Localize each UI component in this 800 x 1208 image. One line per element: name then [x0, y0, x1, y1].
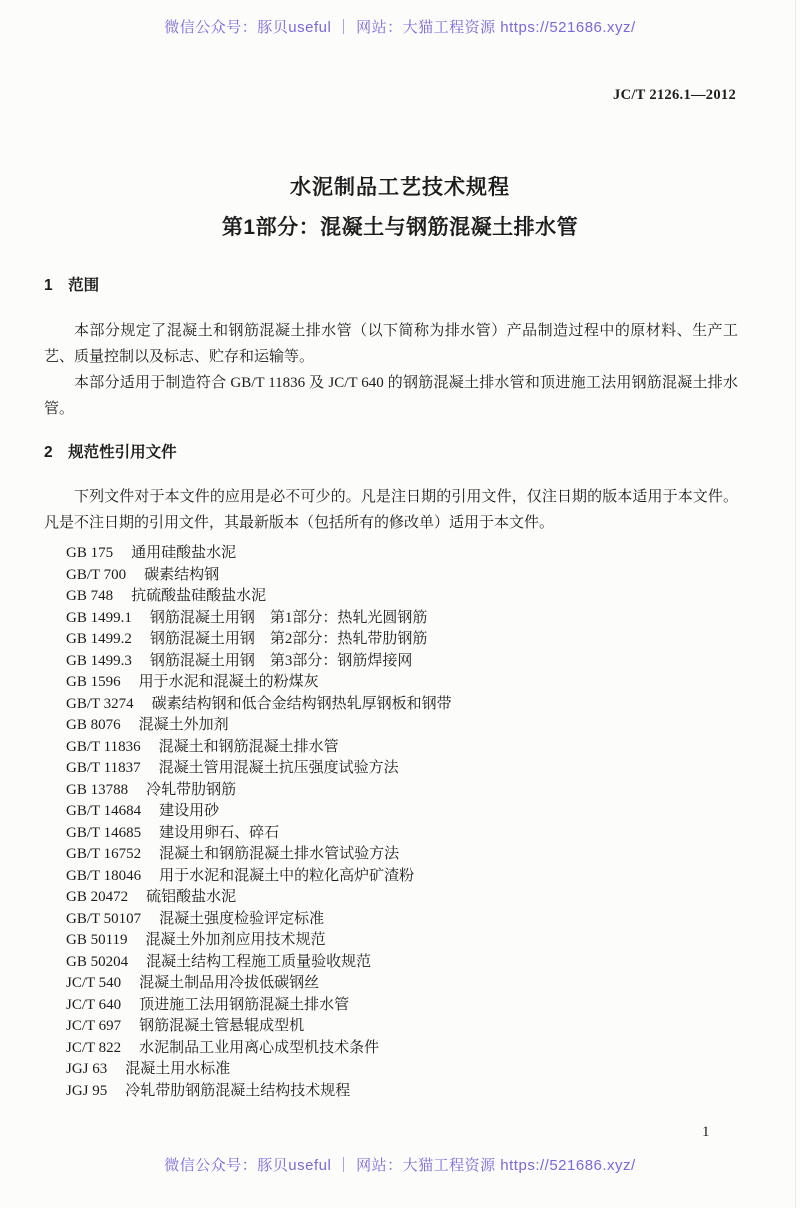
title-line1: 水泥制品工艺技术规程: [290, 176, 510, 199]
reference-item: [44, 973, 738, 995]
reference-code: JC/T 540: [66, 975, 122, 991]
reference-code: JC/T 822: [66, 1039, 122, 1056]
reference-code: GB 1596: [66, 674, 121, 690]
reference-code: JC/T 640: [66, 996, 122, 1013]
watermark-bottom: 微信公众号：豚贝useful ｜ 网站：大猫工程资源 https://521686.xyz/: [164, 1157, 636, 1174]
reference-title: 用于水泥和混凝土的粉煤灰: [138, 674, 319, 690]
reference-item: [44, 565, 738, 587]
references-intro-paragraph: 下列文件对于本文件的应用是必不可少的。凡是注日期的引用文件，仅注日期的版本适用于本文件。凡是不注日期的引用文件，其最新版本（包括所有的修改单）适用于本文件。: [44, 489, 738, 531]
reference-title: 钢筋混凝土用钢 第2部分：热轧带肋钢筋: [149, 631, 428, 647]
scope-paragraph-2: 本部分适用于制造符合 GB/T 11836 及 JC/T 640 的钢筋混凝土排水管和顶进施工法用钢筋混凝土排水管。: [44, 375, 738, 417]
reference-item: [44, 737, 738, 759]
section-1-heading: 1 范围: [44, 277, 100, 294]
section-2-heading: 2 规范性引用文件: [44, 444, 177, 461]
reference-title: 混凝土外加剂应用技术规范: [145, 932, 326, 948]
reference-code: GB/T 14684: [66, 803, 142, 819]
reference-code: GB/T 14685: [66, 824, 142, 841]
reference-title: 通用硅酸盐水泥: [131, 545, 237, 561]
scope-paragraph-1: 本部分规定了混凝土和钢筋混凝土排水管（以下简称为排水管）产品制造过程中的原材料、生产工艺、质量控制以及标志、贮存和运输等。: [44, 323, 738, 365]
reference-title: 硫铝酸盐水泥: [146, 889, 237, 905]
reference-item: [44, 1081, 738, 1103]
reference-title: 碳素结构钢和低合金结构钢热轧厚钢板和钢带: [151, 695, 452, 712]
reference-code: GB 1499.1: [66, 609, 132, 626]
reference-code: GB 1499.3: [66, 652, 132, 669]
reference-item: [44, 1059, 738, 1081]
reference-title: 混凝土和钢筋混凝土排水管试验方法: [159, 846, 400, 862]
reference-item: [44, 801, 738, 823]
reference-title: 建设用卵石、碎石: [159, 824, 280, 841]
reference-item: [44, 930, 738, 952]
standard-number: JC/T 2126.1—2012: [613, 87, 736, 103]
reference-code: JC/T 697: [66, 1018, 122, 1034]
document-body: [44, 276, 738, 1102]
reference-code: GB/T 3274: [66, 695, 134, 712]
reference-code: GB/T 11837: [66, 760, 141, 776]
reference-item: [44, 823, 738, 845]
reference-title: 钢筋混凝土用钢 第1部分：热轧光圆钢筋: [149, 609, 428, 626]
reference-code: GB 13788: [66, 781, 129, 798]
title-line2: 第1部分：混凝土与钢筋混凝土排水管: [221, 216, 579, 239]
reference-code: GB/T 700: [66, 566, 127, 583]
reference-title: 混凝土制品用冷拔低碳钢丝: [139, 975, 320, 991]
reference-title: 碳素结构钢: [144, 566, 220, 583]
reference-code: GB 50204: [66, 953, 129, 970]
reference-code: JGJ 95: [66, 1082, 108, 1099]
reference-item: [44, 608, 738, 630]
reference-code: GB/T 16752: [66, 846, 142, 862]
reference-title: 混凝土结构工程施工质量验收规范: [146, 953, 372, 970]
reference-code: JGJ 63: [66, 1061, 108, 1077]
page-number: 1: [702, 1124, 710, 1140]
reference-code: GB/T 18046: [66, 867, 142, 884]
reference-item: [44, 1016, 738, 1038]
reference-item: [44, 651, 738, 673]
reference-item: [44, 866, 738, 888]
reference-item: [44, 694, 738, 716]
reference-title: 混凝土强度检验评定标准: [159, 910, 325, 927]
reference-title: 建设用砂: [159, 803, 220, 819]
reference-code: GB/T 50107: [66, 910, 142, 927]
reference-title: 混凝土外加剂: [138, 717, 229, 733]
reference-code: GB 20472: [66, 889, 129, 905]
scan-edge-artifact: [795, 0, 796, 1208]
watermark-top: 微信公众号：豚贝useful ｜ 网站：大猫工程资源 https://521686.xyz/: [164, 19, 636, 36]
reference-title: 冷轧带肋钢筋混凝土结构技术规程: [125, 1082, 351, 1099]
reference-item: [44, 758, 738, 780]
reference-list: [44, 543, 738, 1102]
document-title: [0, 171, 800, 241]
reference-title: 混凝土用水标准: [125, 1061, 231, 1077]
reference-title: 用于水泥和混凝土中的粒化高炉矿渣粉: [159, 867, 415, 884]
reference-item: [44, 995, 738, 1017]
reference-item: [44, 715, 738, 737]
reference-code: GB 175: [66, 545, 114, 561]
reference-code: GB/T 11836: [66, 738, 141, 755]
reference-item: [44, 672, 738, 694]
reference-code: GB 1499.2: [66, 631, 132, 647]
reference-code: GB 8076: [66, 717, 121, 733]
reference-item: [44, 1038, 738, 1060]
reference-item: [44, 909, 738, 931]
reference-item: [44, 844, 738, 866]
reference-code: GB 50119: [66, 932, 128, 948]
reference-title: 钢筋混凝土用钢 第3部分：钢筋焊接网: [149, 652, 413, 669]
reference-item: [44, 952, 738, 974]
reference-item: [44, 887, 738, 909]
reference-title: 混凝土和钢筋混凝土排水管: [158, 738, 339, 755]
reference-title: 冷轧带肋钢筋: [146, 781, 237, 798]
reference-code: GB 748: [66, 588, 114, 604]
reference-item: [44, 629, 738, 651]
reference-item: [44, 780, 738, 802]
reference-item: [44, 586, 738, 608]
reference-title: 钢筋混凝土管悬辊成型机: [139, 1018, 305, 1034]
reference-title: 水泥制品工业用离心成型机技术条件: [139, 1039, 380, 1056]
reference-item: [44, 543, 738, 565]
reference-title: 顶进施工法用钢筋混凝土排水管: [139, 996, 350, 1013]
reference-title: 混凝土管用混凝土抗压强度试验方法: [158, 760, 399, 776]
reference-title: 抗硫酸盐硅酸盐水泥: [131, 588, 267, 604]
